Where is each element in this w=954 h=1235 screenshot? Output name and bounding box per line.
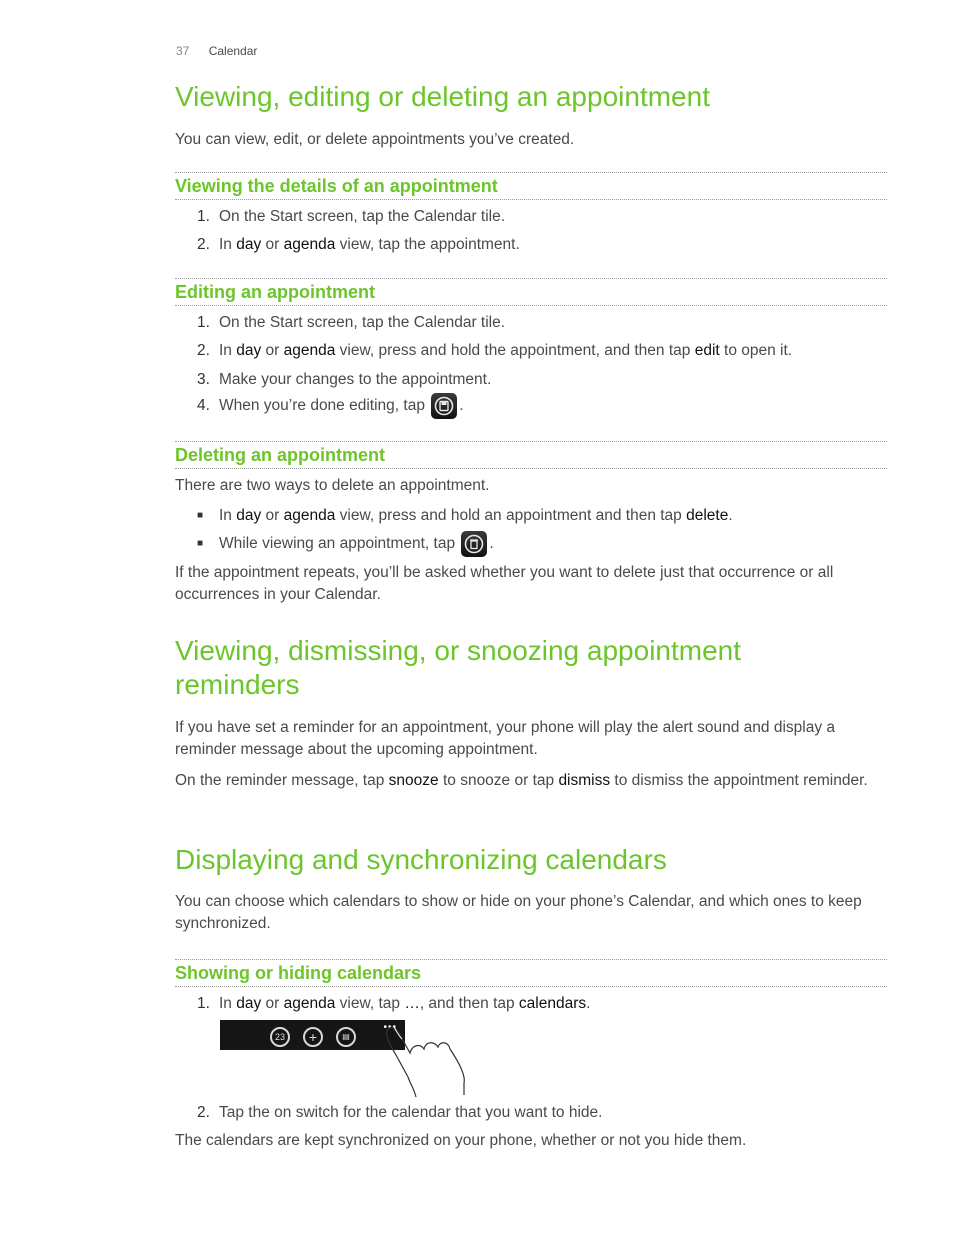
intro-text: You can view, edit, or delete appointments you’ve created. [175, 131, 575, 148]
list-item [197, 206, 887, 228]
list-number: 1. [197, 208, 210, 225]
list-item-text: Make your changes to the appointment. [219, 371, 492, 388]
more-dots-icon: ••• [383, 1022, 397, 1033]
list-number: 2. [197, 1104, 210, 1121]
section-name: Calendar [208, 44, 258, 58]
title-line: Viewing, dismissing, or snoozing appointment [175, 635, 742, 666]
list-item-text: Tap the on switch for the calendar that you want to hide. [219, 1104, 603, 1121]
list-item [197, 312, 887, 334]
section-title-view-edit-delete: Viewing, editing or deleting an appointment [175, 81, 710, 112]
text: view, tap [335, 995, 405, 1012]
heading-showing-hiding: Showing or hiding calendars [175, 959, 887, 987]
keyword-day: day [236, 342, 262, 359]
text: or [261, 236, 284, 253]
sync-note: The calendars are kept synchronized on your phone, whether or not you hide them. [175, 1132, 747, 1149]
heading-deleting: Deleting an appointment [175, 441, 887, 469]
snooze-para [175, 770, 887, 792]
app-bar-illustration [220, 1020, 405, 1050]
keyword-agenda: agenda [283, 995, 336, 1012]
heading-viewing-details: Viewing the details of an appointment [175, 172, 887, 200]
text: , and then tap [419, 995, 519, 1012]
section-title-calendars: Displaying and synchronizing calendars [175, 844, 667, 875]
list-number: 2. [197, 236, 210, 253]
repeat-note: If the appointment repeats, you’ll be asked whether you want to delete just that occurrence or all occurrences in your Calendar. [175, 564, 834, 603]
keyword-agenda: agenda [283, 507, 336, 524]
text: In [219, 236, 237, 253]
list-item-text: On the Start screen, tap the Calendar tile. [219, 208, 506, 225]
text: or [261, 342, 284, 359]
text: While viewing an appointment, tap [219, 535, 456, 553]
heading-editing: Editing an appointment [175, 278, 887, 306]
list-number: 2. [197, 342, 210, 359]
text: . [586, 995, 591, 1012]
text: to open it. [719, 342, 793, 359]
section-title-reminders [175, 634, 741, 702]
add-icon: + [303, 1027, 323, 1047]
keyword-edit: edit [694, 342, 720, 359]
list-item-text: On the Start screen, tap the Calendar tile. [219, 314, 506, 331]
keyword-snooze: snooze [388, 772, 439, 789]
list-item-text: When you’re done editing, tap [219, 397, 425, 415]
list-number: 4. [197, 397, 210, 415]
page-number: 37 [176, 44, 190, 58]
keyword-delete: delete [686, 507, 729, 524]
text: In [219, 995, 237, 1012]
period: . [459, 397, 464, 415]
today-icon: 23 [270, 1027, 290, 1047]
text: to dismiss the appointment reminder. [610, 772, 868, 789]
list-item [197, 234, 887, 256]
keyword-more: … [404, 995, 420, 1012]
keyword-day: day [236, 995, 262, 1012]
keyword-dismiss: dismiss [558, 772, 611, 789]
keyword-agenda: agenda [283, 236, 336, 253]
text: to snooze or tap [438, 772, 559, 789]
calendar-view-icon: ▤ [336, 1027, 356, 1047]
page-header [176, 44, 257, 58]
calendars-intro: You can choose which calendars to show or hide on your phone’s Calendar, and which ones to keep synchronized. [175, 893, 862, 932]
reminder-para: If you have set a reminder for an appointment, your phone will play the alert sound and display a reminder message about the upcoming appointment. [175, 719, 836, 758]
list-item [197, 1102, 887, 1124]
list-item [197, 993, 887, 1015]
keyword-day: day [236, 507, 262, 524]
bullet: ■ [197, 538, 204, 550]
bullet-item [197, 505, 887, 527]
text: view, tap the appointment. [335, 236, 520, 253]
bullet-item [197, 531, 887, 557]
tapping-hand-icon [380, 1025, 470, 1100]
title-line: reminders [175, 669, 300, 700]
list-item [197, 340, 887, 362]
text: . [728, 507, 733, 524]
text: or [261, 507, 284, 524]
delete-intro: There are two ways to delete an appointment. [175, 477, 490, 494]
text: view, press and hold the appointment, and then tap [335, 342, 695, 359]
list-number: 3. [197, 371, 210, 388]
keyword-day: day [236, 236, 262, 253]
list-item [197, 369, 887, 391]
text: On the reminder message, tap [175, 772, 389, 789]
text: In [219, 507, 237, 524]
list-number: 1. [197, 314, 210, 331]
keyword-agenda: agenda [283, 342, 336, 359]
trash-icon [461, 531, 487, 557]
text: or [261, 995, 284, 1012]
text: In [219, 342, 237, 359]
list-item [197, 393, 887, 419]
list-number: 1. [197, 995, 210, 1012]
text: view, press and hold an appointment and then tap [335, 507, 687, 524]
bullet: ■ [197, 510, 204, 521]
keyword-calendars: calendars [518, 995, 587, 1012]
save-icon [431, 393, 457, 419]
period: . [489, 535, 494, 553]
